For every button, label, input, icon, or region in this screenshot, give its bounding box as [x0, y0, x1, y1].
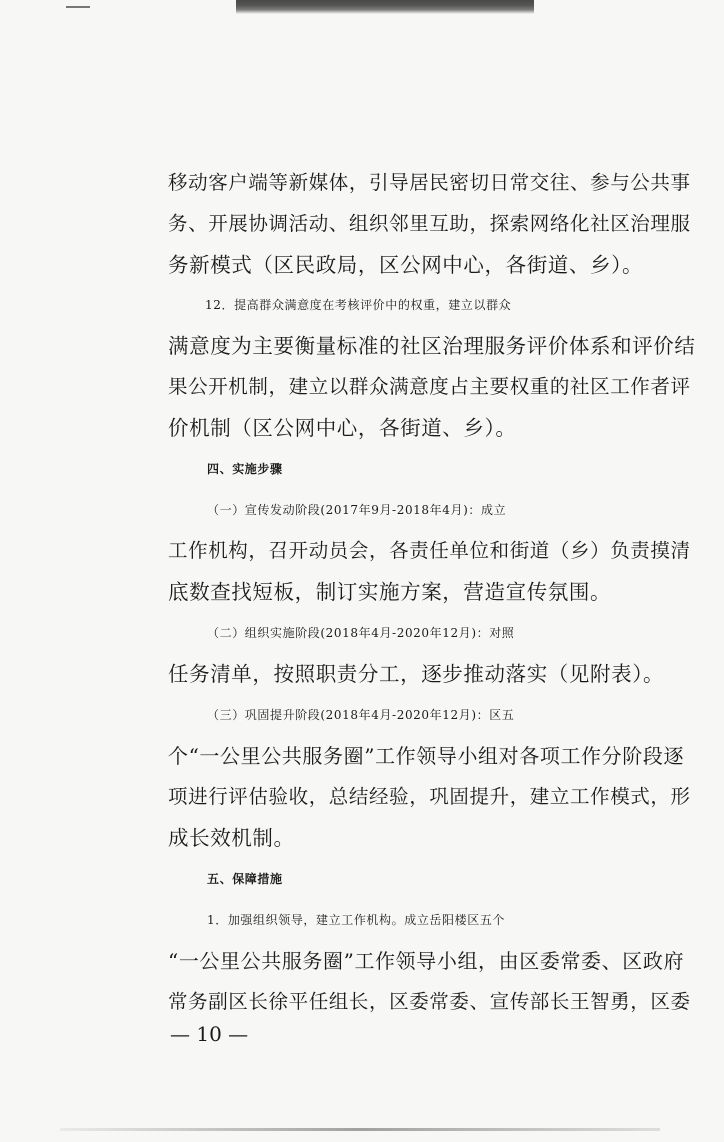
text-line: （二）组织实施阶段(2018年4月-2020年12月)：对照	[207, 626, 515, 640]
text-line: 成长效机制。	[168, 826, 295, 850]
scan-mark	[66, 6, 90, 8]
text-line: （三）巩固提升阶段(2018年4月-2020年12月)：区五	[207, 708, 515, 722]
text-line: 任务清单，按照职责分工，逐步推动落实（见附表）。	[168, 662, 665, 686]
text-line: 1．加强组织领导，建立工作机构。成立岳阳楼区五个	[207, 913, 506, 927]
text-line: 价机制（区公网中心，各街道、乡）。	[168, 416, 517, 440]
text-line: 果公开机制，建立以群众满意度占主要权重的社区工作者评	[168, 375, 691, 398]
text-line: “一公里公共服务圈”工作领导小组，由区委常委、区政府	[168, 949, 685, 973]
section-heading: 四、实施步骤	[207, 462, 283, 476]
text-line: 12．提高群众满意度在考核评价中的权重，建立以群众	[205, 298, 512, 312]
text-line: 底数查找短板，制订实施方案，营造宣传氛围。	[168, 580, 612, 604]
text-line: 务新模式（区民政局，区公网中心，各街道、乡）。	[168, 253, 644, 277]
page-number: — 10 —	[170, 1022, 249, 1046]
text-line: （一）宣传发动阶段(2017年9月-2018年4月)：成立	[207, 503, 507, 517]
text-line: 务、开展协调活动、组织邻里互助，探索网络化社区治理服	[168, 212, 691, 235]
text-line: 满意度为主要衡量标准的社区治理服务评价体系和评价结	[168, 334, 696, 358]
text-line: 移动客户端等新媒体，引导居民密切日常交往、参与公共事	[168, 171, 691, 194]
section-heading: 五、保障措施	[207, 872, 283, 886]
scan-bottom-edge	[60, 1128, 660, 1131]
text-line: 个“一公里公共服务圈”工作领导小组对各项工作分阶段逐	[168, 744, 685, 768]
text-line: 项进行评估验收，总结经验，巩固提升，建立工作模式，形	[168, 785, 691, 808]
scan-top-bar	[236, 0, 534, 14]
text-line: 常务副区长徐平任组长，区委常委、宣传部长王智勇，区委	[168, 990, 691, 1013]
text-line: 工作机构，召开动员会，各责任单位和街道（乡）负责摸清	[168, 539, 691, 562]
